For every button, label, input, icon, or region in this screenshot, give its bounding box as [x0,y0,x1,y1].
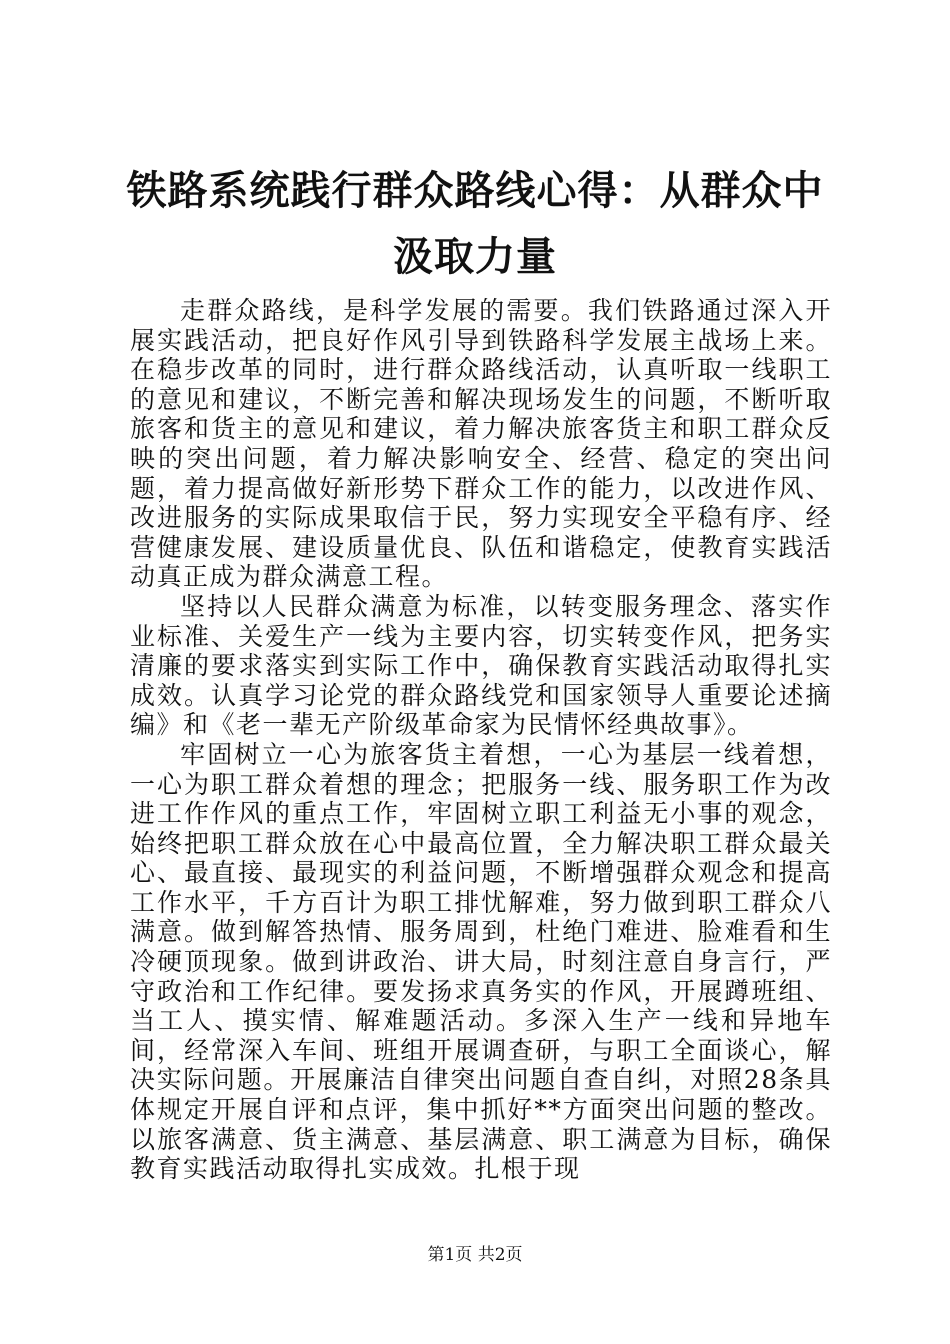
paragraph: 牢固树立一心为旅客货主着想，一心为基层一线着想，一心为职工群众着想的理念；把服务一线、服务职工作为改进工作作风的重点工作，牢固树立职工利益无小事的观念，始终把职工群众放在心中最高位置，全力解决职工群众最关心、最直接、最现实的利益问题，不断增强群众观念和提高工作水平，千方百计为职工排忧解难，努力做到职工群众八满意。做到解答热情、服务周到，杜绝门难进、脸难看和生冷硬顶现象。做到讲政治、讲大局，时刻注意自身言行，严守政治和工作纪律。要发扬求真务实的作风，开展蹲班组、当工人、摸实情、解难题活动。多深入生产一线和异地车间，经常深入车间、班组开展调查研，与职工全面谈心，解决实际问题。开展廉洁自律突出问题自查自纠，对照28条具体规定开展自评和点评，集中抓好**方面突出问题的整改。以旅客满意、货主满意、基层满意、职工满意为目标，确保教育实践活动取得扎实成效。扎根于现 [130,739,832,1184]
page-number-footer: 第1页 共2页 [427,1245,523,1265]
document-title: 铁路系统践行群众路线心得：从群众中汲取力量 [126,168,824,280]
paragraph: 走群众路线，是科学发展的需要。我们铁路通过深入开展实践活动，把良好作风引导到铁路科学发展主战场上来。在稳步改革的同时，进行群众路线活动，认真听取一线职工的意见和建议，不断完善和解决现场发生的问题，不断听取旅客和货主的意见和建议，着力解决旅客货主和职工群众反映的突出问题，着力解决影响安全、经营、稳定的突出问题，着力提高做好新形势下群众工作的能力，以改进作风、改进服务的实际成果取信于民，努力实现安全平稳有序、经营健康发展、建设质量优良、队伍和谐稳定，使教育实践活动真正成为群众满意工程。 [130,296,832,592]
paragraph: 坚持以人民群众满意为标准，以转变服务理念、落实作业标准、关爱生产一线为主要内容，切实转变作风，把务实清廉的要求落实到实际工作中，确保教育实践活动取得扎实成效。认真学习论党的群众路线党和国家领导人重要论述摘编》和《老一辈无产阶级革命家为民情怀经典故事》。 [130,591,832,740]
document-body [130,296,832,1184]
